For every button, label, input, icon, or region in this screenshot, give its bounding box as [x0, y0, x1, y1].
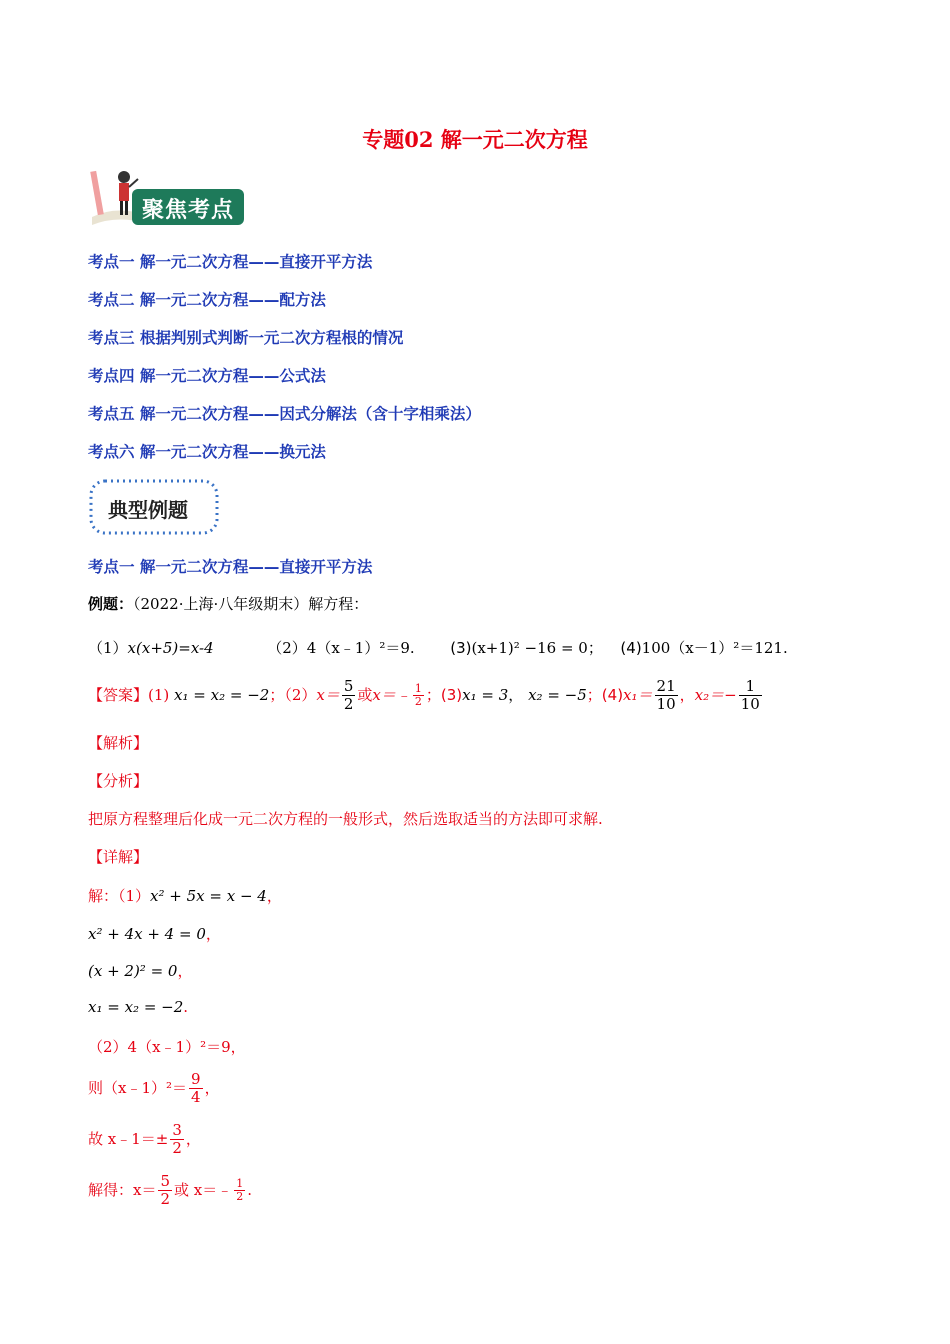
- step-3-equation: (x + 2)² = 0: [88, 962, 178, 980]
- examples-badge-label: 典型例题: [108, 498, 188, 522]
- step-6-text: 则（x﹣1）²＝: [88, 1078, 188, 1097]
- answer-2-x1: x＝: [316, 685, 340, 704]
- fraction: [413, 683, 424, 709]
- step-8-or: 或 x＝﹣: [174, 1180, 233, 1199]
- fraction-numerator: 1: [236, 1176, 244, 1190]
- problem-1: x(x+5)=x-4: [127, 639, 214, 657]
- step-7-text: 故 x﹣1＝±: [88, 1129, 169, 1148]
- fenxi-label: 【分析】: [88, 772, 149, 790]
- step-1: [88, 885, 282, 906]
- answer-sep: ；: [269, 685, 285, 704]
- toc-item-5: 考点五 解一元二次方程——因式分解法（含十字相乘法）: [88, 405, 481, 423]
- problem-1-label: （1）: [88, 639, 128, 657]
- fraction-denominator: 2: [172, 1139, 182, 1158]
- fraction-numerator: 5: [160, 1172, 171, 1190]
- answer-line: [88, 678, 764, 714]
- analysis-text: 把原方程整理后化成一元二次方程的一般形式，然后选取适当的方法即可求解.: [88, 810, 603, 828]
- step-6: [88, 1071, 220, 1107]
- step-8: [88, 1173, 252, 1209]
- step-2-end: ，: [205, 925, 221, 943]
- fraction: [739, 678, 762, 714]
- fraction: [158, 1173, 172, 1209]
- toc-item-2: 考点二 解一元二次方程——配方法: [88, 291, 326, 309]
- fraction: [655, 678, 678, 714]
- step-2: [88, 923, 221, 944]
- problem-4-label: (4): [620, 639, 642, 657]
- fraction-denominator: 4: [191, 1088, 201, 1107]
- fraction-numerator: 1: [414, 681, 422, 695]
- step-4-equation: x₁ = x₂ = −2: [88, 998, 184, 1016]
- fraction: [234, 1178, 245, 1204]
- answer-sep: ；: [586, 685, 602, 704]
- fraction-denominator: 10: [656, 695, 676, 714]
- answer-or: 或: [357, 685, 373, 704]
- problem-3-sep: ；: [587, 639, 603, 657]
- answer-2-label: （2）: [284, 685, 317, 704]
- problem-line: [88, 637, 788, 658]
- step-8-end: .: [247, 1180, 253, 1199]
- fraction-denominator: 10: [740, 695, 760, 714]
- section-heading: 考点一 解一元二次方程——直接开平方法: [88, 558, 373, 576]
- step-2-equation: x² + 4x + 4 = 0: [88, 925, 206, 943]
- answer-3-x1: x₁ = 3: [462, 685, 509, 704]
- fraction: [170, 1122, 184, 1158]
- step-3: [88, 960, 193, 981]
- problem-3-label: (3): [450, 639, 472, 657]
- focus-badge: [86, 165, 246, 227]
- fraction-denominator: 2: [343, 695, 354, 714]
- fraction-numerator: 5: [343, 677, 354, 695]
- example-label: 例题：: [88, 595, 134, 613]
- answer-2-x2: x＝﹣: [372, 685, 411, 704]
- jiexi-label: 【解析】: [88, 734, 149, 752]
- problem-2-label: （2）: [267, 639, 307, 657]
- step-7: [88, 1122, 201, 1158]
- toc-item-4: 考点四 解一元二次方程——公式法: [88, 367, 326, 385]
- fraction: [189, 1071, 203, 1107]
- step-3-end: ，: [177, 962, 193, 980]
- fraction-numerator: 9: [191, 1070, 201, 1088]
- example-line: [88, 593, 368, 614]
- step-7-end: ，: [185, 1129, 201, 1148]
- step-1-end: ，: [266, 887, 282, 905]
- step-4-end: .: [183, 998, 189, 1016]
- answer-3-label: (3): [440, 685, 463, 704]
- answer-1-label: (1): [148, 685, 170, 704]
- problem-3: (x+1)² −16 = 0: [471, 639, 588, 657]
- focus-badge-label: 聚焦考点: [142, 198, 235, 223]
- toc-item-3: 考点三 根据判别式判断一元二次方程根的情况: [88, 329, 404, 347]
- answer-comma: ，: [679, 685, 695, 704]
- step-5: （2）4（x﹣1）²＝9，: [88, 1038, 246, 1056]
- problem-4: 100（x－1）²＝121.: [641, 639, 788, 657]
- answer-4-x1: x₁＝: [623, 685, 653, 704]
- answer-sep: ；: [425, 685, 441, 704]
- fraction-numerator: 1: [739, 678, 762, 696]
- answer-4-x2: x₂＝−: [694, 685, 737, 704]
- fraction-numerator: 21: [656, 677, 676, 695]
- example-source: （2022·上海·八年级期末）解方程：: [133, 595, 369, 613]
- fraction-denominator: 2: [414, 695, 422, 709]
- answer-1: x₁ = x₂ = −2: [174, 685, 270, 704]
- xiangjie-label: 【详解】: [88, 848, 149, 866]
- answer-comma: ，: [508, 685, 524, 704]
- answer-label: 【答案】: [88, 685, 149, 704]
- step-8-text: 解得：x＝: [88, 1180, 157, 1199]
- fraction-denominator: 2: [160, 1190, 171, 1209]
- toc-item-6: 考点六 解一元二次方程——换元法: [88, 443, 326, 461]
- step-1-label: 解：（1）: [88, 887, 151, 905]
- answer-3-x2: x₂ = −5: [528, 685, 587, 704]
- problem-2: 4（x﹣1）²＝9.: [306, 639, 415, 657]
- fraction: [342, 678, 356, 714]
- page-title: 专题02 解一元二次方程: [362, 127, 588, 152]
- examples-badge: [88, 478, 220, 536]
- step-4: [88, 998, 188, 1016]
- answer-4-label: (4): [601, 685, 624, 704]
- fraction-numerator: 3: [172, 1121, 182, 1139]
- step-6-end: ，: [204, 1078, 220, 1097]
- step-1-equation: x² + 5x = x − 4: [150, 887, 267, 905]
- toc-item-1: 考点一 解一元二次方程——直接开平方法: [88, 253, 373, 271]
- fraction-denominator: 2: [236, 1190, 244, 1204]
